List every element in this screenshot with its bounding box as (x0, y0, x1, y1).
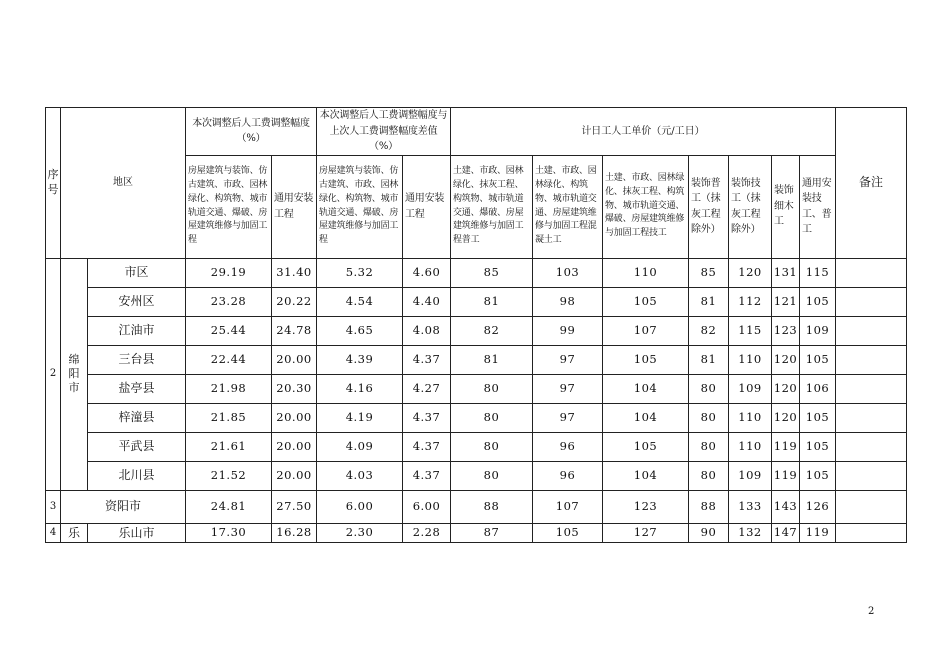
value-cell: 105 (603, 345, 689, 374)
value-cell: 82 (689, 316, 729, 345)
remarks-cell (836, 345, 907, 374)
value-cell: 96 (533, 461, 603, 490)
value-cell: 4.37 (403, 403, 451, 432)
table-row (46, 287, 907, 316)
value-cell: 97 (533, 403, 603, 432)
value-cell: 29.19 (186, 258, 272, 287)
value-cell: 20.00 (272, 432, 317, 461)
value-cell: 4.65 (317, 316, 403, 345)
value-cell: 81 (451, 287, 533, 316)
remarks-cell (836, 403, 907, 432)
value-cell: 20.00 (272, 403, 317, 432)
value-cell: 87 (451, 523, 533, 543)
sub-header-w4: 装饰普工（抹灰工程除外） (689, 155, 729, 258)
value-cell: 105 (800, 461, 836, 490)
sub-header-install-diff: 通用安装工程 (403, 155, 451, 258)
value-cell: 104 (603, 374, 689, 403)
value-cell: 126 (800, 490, 836, 523)
value-cell: 80 (689, 374, 729, 403)
value-cell: 17.30 (186, 523, 272, 543)
district-name: 江油市 (88, 316, 186, 345)
table-row (46, 523, 907, 543)
city-name: 资阳市 (61, 490, 186, 523)
value-cell: 110 (729, 432, 772, 461)
value-cell: 80 (689, 461, 729, 490)
value-cell: 90 (689, 523, 729, 543)
adjustment-diff-header: 本次调整后人工费调整幅度与上次人工费调整幅度差值（%） (317, 108, 451, 156)
value-cell: 88 (689, 490, 729, 523)
value-cell: 119 (772, 432, 800, 461)
sub-header-w3: 土建、市政、园林绿化、抹灰工程、构筑物、城市轨道交通、爆破、房屋建筑维修与加固工程技工 (603, 155, 689, 258)
remarks-header: 备注 (836, 108, 907, 259)
value-cell: 16.28 (272, 523, 317, 543)
district-name: 北川县 (88, 461, 186, 490)
value-cell: 119 (800, 523, 836, 543)
remarks-cell (836, 490, 907, 523)
value-cell: 80 (451, 432, 533, 461)
value-cell: 105 (603, 287, 689, 316)
remarks-cell (836, 258, 907, 287)
value-cell: 147 (772, 523, 800, 543)
district-name: 三台县 (88, 345, 186, 374)
adjustment-range-header: 本次调整后人工费调整幅度（%） (186, 108, 317, 156)
value-cell: 24.78 (272, 316, 317, 345)
header-row-1 (46, 108, 907, 156)
value-cell: 105 (800, 345, 836, 374)
value-cell: 104 (603, 461, 689, 490)
remarks-cell (836, 432, 907, 461)
value-cell: 112 (729, 287, 772, 316)
value-cell: 109 (729, 374, 772, 403)
sub-header-w7: 通用安装技工、普工 (800, 155, 836, 258)
value-cell: 20.00 (272, 461, 317, 490)
seq-cell: 3 (46, 490, 61, 523)
value-cell: 105 (533, 523, 603, 543)
value-cell: 25.44 (186, 316, 272, 345)
value-cell: 107 (603, 316, 689, 345)
value-cell: 143 (772, 490, 800, 523)
page-number: 2 (868, 606, 875, 617)
value-cell: 120 (772, 374, 800, 403)
district-name: 平武县 (88, 432, 186, 461)
value-cell: 5.32 (317, 258, 403, 287)
seq-cell: 2 (46, 258, 61, 490)
labor-cost-table (45, 107, 907, 543)
value-cell: 88 (451, 490, 533, 523)
value-cell: 81 (689, 287, 729, 316)
value-cell: 4.37 (403, 345, 451, 374)
value-cell: 4.19 (317, 403, 403, 432)
value-cell: 120 (772, 403, 800, 432)
value-cell: 80 (451, 374, 533, 403)
value-cell: 4.16 (317, 374, 403, 403)
value-cell: 105 (603, 432, 689, 461)
value-cell: 4.60 (403, 258, 451, 287)
value-cell: 4.40 (403, 287, 451, 316)
value-cell: 2.30 (317, 523, 403, 543)
value-cell: 99 (533, 316, 603, 345)
table-row (46, 432, 907, 461)
table-row (46, 490, 907, 523)
value-cell: 97 (533, 345, 603, 374)
value-cell: 109 (729, 461, 772, 490)
value-cell: 103 (533, 258, 603, 287)
value-cell: 119 (772, 461, 800, 490)
value-cell: 105 (800, 287, 836, 316)
value-cell: 121 (772, 287, 800, 316)
sub-header-install: 通用安装工程 (272, 155, 317, 258)
sub-header-building-diff: 房屋建筑与装饰、仿古建筑、市政、园林绿化、构筑物、城市轨道交通、爆破、房屋建筑维修与加固工程 (317, 155, 403, 258)
value-cell: 20.00 (272, 345, 317, 374)
value-cell: 110 (603, 258, 689, 287)
value-cell: 23.28 (186, 287, 272, 316)
value-cell: 80 (451, 403, 533, 432)
remarks-cell (836, 316, 907, 345)
value-cell: 85 (689, 258, 729, 287)
seq-cell: 4 (46, 523, 61, 543)
district-name: 梓潼县 (88, 403, 186, 432)
remarks-cell (836, 374, 907, 403)
value-cell: 82 (451, 316, 533, 345)
value-cell: 110 (729, 345, 772, 374)
value-cell: 105 (800, 432, 836, 461)
remarks-cell (836, 287, 907, 316)
value-cell: 123 (603, 490, 689, 523)
sub-header-w1: 土建、市政、园林绿化、抹灰工程、构筑物、城市轨道交通、爆破、房屋建筑维修与加固工程普工 (451, 155, 533, 258)
value-cell: 31.40 (272, 258, 317, 287)
table-row (46, 374, 907, 403)
table-row (46, 316, 907, 345)
value-cell: 80 (689, 432, 729, 461)
table-row (46, 461, 907, 490)
value-cell: 132 (729, 523, 772, 543)
city-prefix: 乐 (61, 523, 88, 543)
sub-header-building: 房屋建筑与装饰、仿古建筑、市政、园林绿化、构筑物、城市轨道交通、爆破、房屋建筑维修与加固工程 (186, 155, 272, 258)
value-cell: 6.00 (317, 490, 403, 523)
value-cell: 21.85 (186, 403, 272, 432)
value-cell: 97 (533, 374, 603, 403)
table-row (46, 345, 907, 374)
value-cell: 127 (603, 523, 689, 543)
region-header: 地区 (61, 108, 186, 259)
value-cell: 4.39 (317, 345, 403, 374)
value-cell: 131 (772, 258, 800, 287)
value-cell: 85 (451, 258, 533, 287)
value-cell: 110 (729, 403, 772, 432)
value-cell: 27.50 (272, 490, 317, 523)
value-cell: 106 (800, 374, 836, 403)
value-cell: 24.81 (186, 490, 272, 523)
value-cell: 98 (533, 287, 603, 316)
district-name: 市区 (88, 258, 186, 287)
district-name: 安州区 (88, 287, 186, 316)
value-cell: 115 (800, 258, 836, 287)
value-cell: 105 (800, 403, 836, 432)
value-cell: 21.98 (186, 374, 272, 403)
value-cell: 20.30 (272, 374, 317, 403)
value-cell: 22.44 (186, 345, 272, 374)
seq-header: 序号 (46, 108, 61, 259)
value-cell: 120 (772, 345, 800, 374)
value-cell: 123 (772, 316, 800, 345)
district-name: 盐亭县 (88, 374, 186, 403)
value-cell: 4.03 (317, 461, 403, 490)
sub-header-w2: 土建、市政、园林绿化、构筑物、城市轨道交通、房屋建筑维修与加固工程混凝土工 (533, 155, 603, 258)
value-cell: 109 (800, 316, 836, 345)
value-cell: 6.00 (403, 490, 451, 523)
value-cell: 81 (451, 345, 533, 374)
value-cell: 4.37 (403, 461, 451, 490)
value-cell: 2.28 (403, 523, 451, 543)
value-cell: 107 (533, 490, 603, 523)
value-cell: 4.08 (403, 316, 451, 345)
value-cell: 4.54 (317, 287, 403, 316)
value-cell: 4.27 (403, 374, 451, 403)
value-cell: 21.61 (186, 432, 272, 461)
value-cell: 81 (689, 345, 729, 374)
value-cell: 96 (533, 432, 603, 461)
value-cell: 115 (729, 316, 772, 345)
value-cell: 80 (689, 403, 729, 432)
daily-wage-header: 计日工人工单价（元/工日） (451, 108, 836, 156)
table-row (46, 258, 907, 287)
value-cell: 4.09 (317, 432, 403, 461)
city-cell: 绵阳市 (61, 258, 88, 490)
value-cell: 20.22 (272, 287, 317, 316)
remarks-cell (836, 523, 907, 543)
city-name: 乐山市 (88, 523, 186, 543)
value-cell: 4.37 (403, 432, 451, 461)
value-cell: 104 (603, 403, 689, 432)
value-cell: 120 (729, 258, 772, 287)
value-cell: 21.52 (186, 461, 272, 490)
sub-header-w6: 装饰细木工 (772, 155, 800, 258)
value-cell: 133 (729, 490, 772, 523)
sub-header-w5: 装饰技工（抹灰工程除外） (729, 155, 772, 258)
value-cell: 80 (451, 461, 533, 490)
table-row (46, 403, 907, 432)
remarks-cell (836, 461, 907, 490)
